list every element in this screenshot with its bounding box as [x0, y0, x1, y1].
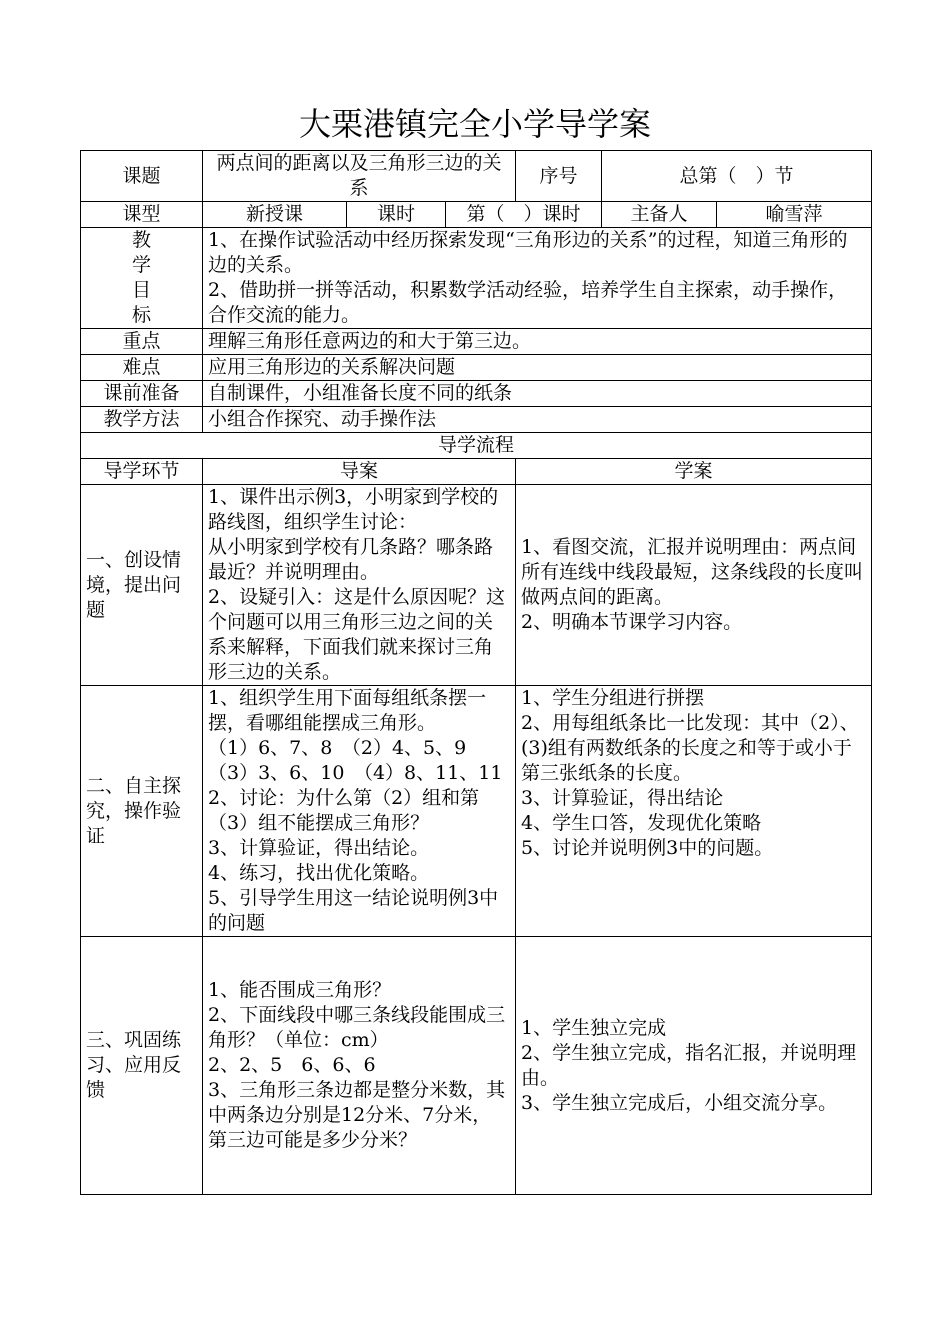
- stage-study: 1、看图交流，汇报并说明理由：两点间所有连线中线段最短，这条线段的长度叫做两点间的距离。 2、明确本节课学习内容。: [516, 485, 872, 686]
- goals-label: 教 学 目 标: [81, 228, 203, 329]
- stage-study: 1、学生独立完成 2、学生独立完成，指名汇报，并说明理由。 3、学生独立完成后，小组交流分享。: [516, 937, 872, 1195]
- method-text: 小组合作探究、动手操作法: [203, 407, 872, 433]
- period-label: 课时: [347, 202, 446, 228]
- row-goals: [81, 228, 872, 329]
- topic-value: 两点间的距离以及三角形三边的关系: [203, 151, 516, 202]
- stage-row: [81, 485, 872, 686]
- key-point-label: 重点: [81, 329, 203, 355]
- method-label: 教学方法: [81, 407, 203, 433]
- stage-row: [81, 686, 872, 937]
- seq-label: 序号: [516, 151, 602, 202]
- stage-guide: 1、组织学生用下面每组纸条摆一摆，看哪组能摆成三角形。 （1）6、7、8 （2）4、5、9 （3）3、6、10 （4）8、11、11 2、讨论：为什么第（2）组和第（3）组不能摆成三角形？ 3、计算验证，得出结论。 4、练习，找出优化策略。 5、引导学生用这一结论说明例3中的问题: [203, 686, 516, 937]
- stage-guide: 1、能否围成三角形？ 2、下面线段中哪三条线段能围成三角形？（单位：cm） 2、2、5 6、6、6 3、三角形三条边都是整分米数，其中两条边分别是12分米、7分米，第三边可能是多少分米？: [203, 937, 516, 1195]
- stage-row: [81, 937, 872, 1195]
- row-topic: [81, 151, 872, 202]
- flow-header-stage: 导学环节: [81, 459, 203, 485]
- goals-text: 1、在操作试验活动中经历探索发现“三角形边的关系”的过程，知道三角形的边的关系。 2、借助拼一拼等活动，积累数学活动经验，培养学生自主探索，动手操作，合作交流的能力。: [203, 228, 872, 329]
- row-flow-title: [81, 433, 872, 459]
- type-label: 课型: [81, 202, 203, 228]
- row-method: [81, 407, 872, 433]
- row-type: [81, 202, 872, 228]
- row-difficulty: [81, 355, 872, 381]
- seq-value: 总第（ ）节: [602, 151, 872, 202]
- preparer-value: 喻雪萍: [717, 202, 872, 228]
- period-value: 第（ ）课时: [446, 202, 602, 228]
- preparer-label: 主备人: [602, 202, 717, 228]
- page-title: 大栗港镇完全小学导学案: [298, 105, 651, 143]
- topic-label: 课题: [81, 151, 203, 202]
- row-preparation: [81, 381, 872, 407]
- lesson-plan-table: [80, 150, 872, 1195]
- difficulty-label: 难点: [81, 355, 203, 381]
- difficulty-text: 应用三角形边的关系解决问题: [203, 355, 872, 381]
- type-value: 新授课: [203, 202, 347, 228]
- stage-guide: 1、课件出示例3，小明家到学校的路线图，组织学生讨论： 从小明家到学校有几条路？哪条路最近？并说明理由。 2、设疑引入：这是什么原因呢？这个问题可以用三角形三边之间的关系来解释，下面我们就来探讨三角形三边的关系。: [203, 485, 516, 686]
- stage-name: 一、创设情境，提出问题: [81, 485, 203, 686]
- preparation-label: 课前准备: [81, 381, 203, 407]
- row-key-point: [81, 329, 872, 355]
- stage-name: 三、巩固练习、应用反馈: [81, 937, 203, 1195]
- preparation-text: 自制课件，小组准备长度不同的纸条: [203, 381, 872, 407]
- stage-study: 1、学生分组进行拼摆 2、用每组纸条比一比发现：其中（2）、(3)组有两数纸条的长度之和等于或小于第三张纸条的长度。 3、计算验证，得出结论 4、学生口答，发现优化策略 5、讨论并说明例3中的问题。: [516, 686, 872, 937]
- stage-name: 二、自主探究，操作验证: [81, 686, 203, 937]
- key-point-text: 理解三角形任意两边的和大于第三边。: [203, 329, 872, 355]
- flow-title: 导学流程: [81, 433, 872, 459]
- row-flow-headers: [81, 459, 872, 485]
- flow-header-study: 学案: [516, 459, 872, 485]
- flow-header-guide: 导案: [203, 459, 516, 485]
